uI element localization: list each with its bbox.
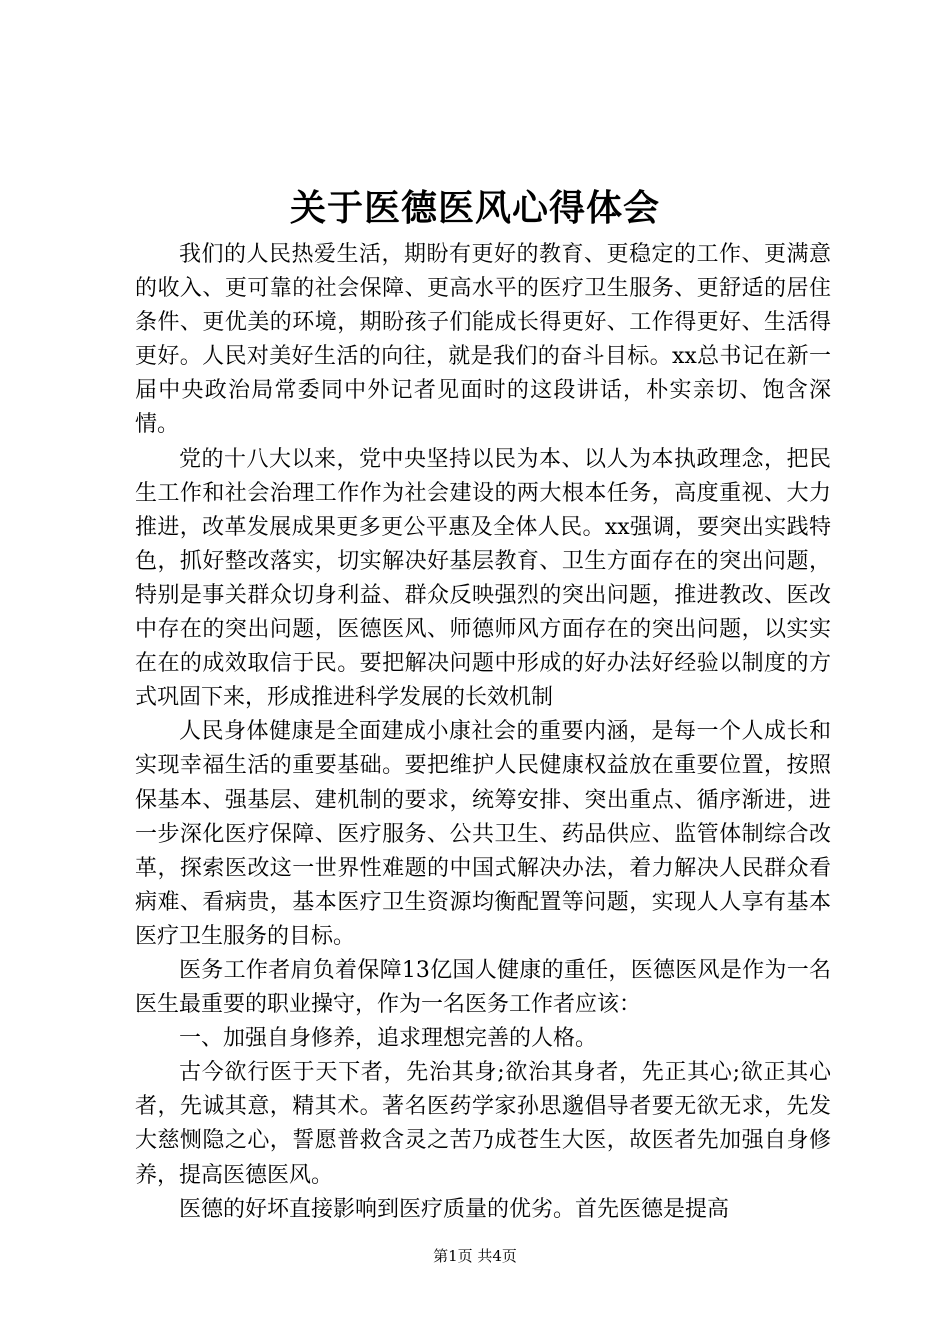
page-number-footer: 第1页 共4页 bbox=[433, 1247, 517, 1265]
document-body bbox=[135, 238, 831, 1227]
paragraph: 党的十八大以来，党中央坚持以民为本、以人为本执政理念，把民生工作和社会治理工作作为社会建设的两大根本任务，高度重视、大力推进，改革发展成果更多更公平惠及全体人民。xx强调，要突出实践特色，抓好整改落实，切实解决好基层教育、卫生方面存在的突出问题，特别是事关群众切身利益、群众反映强烈的突出问题，推进教改、医改中存在的突出问题，医德医风、师德师风方面存在的突出问题，以实实在在的成效取信于民。要把解决问题中形成的好办法好经验以制度的方式巩固下来，形成推进科学发展的长效机制 bbox=[135, 446, 831, 711]
paragraph: 人民身体健康是全面建成小康社会的重要内涵，是每一个人成长和实现幸福生活的重要基础。要把维护人民健康权益放在重要位置，按照保基本、强基层、建机制的要求，统筹安排、突出重点、循序渐进，进一步深化医疗保障、医疗服务、公共卫生、药品供应、监管体制综合改革，探索医改这一世界性难题的中国式解决办法，着力解决人民群众看病难、看病贵，基本医疗卫生资源均衡配置等问题，实现人人享有基本医疗卫生服务的目标。 bbox=[135, 719, 831, 949]
paragraph: 我们的人民热爱生活，期盼有更好的教育、更稳定的工作、更满意的收入、更可靠的社会保障、更高水平的医疗卫生服务、更舒适的居住条件、更优美的环境，期盼孩子们能成长得更好、工作得更好、生活得更好。人民对美好生活的向往，就是我们的奋斗目标。xx总书记在新一届中央政治局常委同中外记者见面时的这段讲话，朴实亲切、饱含深情。 bbox=[135, 242, 831, 438]
document-title: 关于医德医风心得体会 bbox=[289, 187, 660, 229]
section-heading: 一、加强自身修养，追求理想完善的人格。 bbox=[179, 1026, 598, 1052]
paragraph: 医务工作者肩负着保障13亿国人健康的重任，医德医风是作为一名医生最重要的职业操守，作为一名医务工作者应该： bbox=[135, 957, 831, 1018]
paragraph: 医德的好坏直接影响到医疗质量的优劣。首先医德是提高 bbox=[179, 1196, 730, 1222]
paragraph: 古今欲行医于天下者，先治其身;欲治其身者，先正其心;欲正其心者，先诚其意，精其术。著名医药学家孙思邈倡导者要无欲无求，先发大慈恻隐之心，誓愿普救含灵之苦乃成苍生大医，故医者先加强自身修养，提高医德医风。 bbox=[135, 1060, 831, 1188]
